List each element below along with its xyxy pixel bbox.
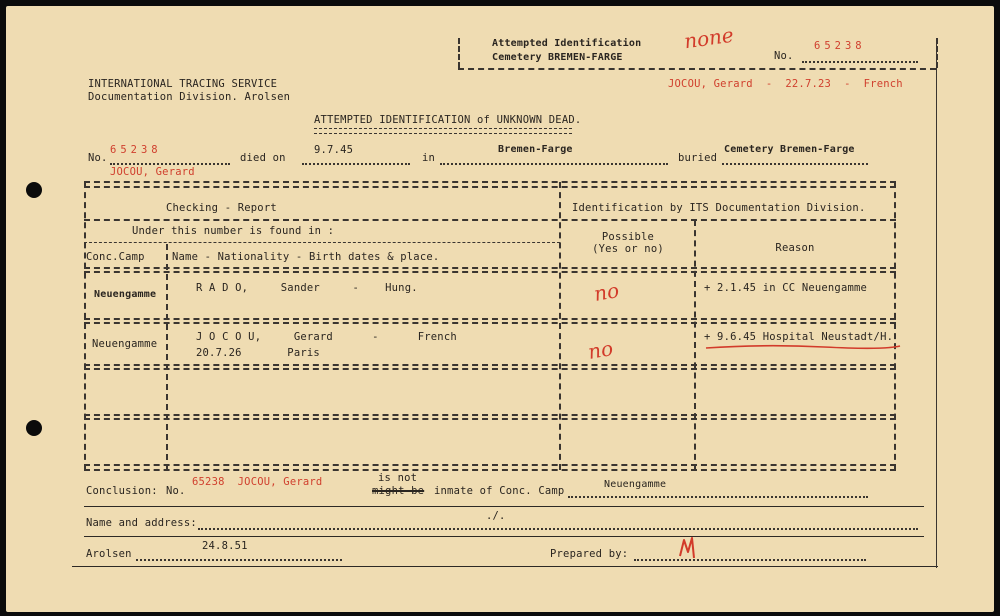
footer-date-dots	[136, 559, 342, 561]
name-address-label: Name and address:	[86, 517, 197, 529]
title-underline-1	[314, 128, 572, 129]
form-right-edge	[936, 42, 937, 568]
col-header-rule-2	[84, 271, 896, 273]
table-bottom-rule-1	[84, 464, 896, 466]
subheader-rule	[84, 242, 560, 243]
title-underline-2	[314, 133, 572, 134]
record-in-dots	[440, 163, 668, 165]
table-right-border	[894, 182, 896, 470]
org-line1: INTERNATIONAL TRACING SERVICE	[88, 78, 278, 90]
table-divider-camp	[166, 244, 168, 470]
record-name-below: JOCOU, Gerard	[110, 166, 195, 178]
index-card	[6, 6, 994, 612]
record-in-value: Bremen-Farge	[498, 144, 573, 155]
header-rule	[84, 219, 896, 221]
record-died-label: died on	[240, 152, 286, 164]
prepared-by-label: Prepared by:	[550, 548, 629, 560]
col-reason-header: Reason	[775, 242, 815, 254]
conclusion-no-label: No.	[166, 485, 186, 497]
record-no-label: No.	[88, 152, 108, 164]
stamp-line1: Attempted Identification	[492, 38, 642, 49]
conclusion-is-not: is not	[378, 472, 418, 484]
prepared-by-signature	[674, 532, 704, 562]
record-in-label: in	[422, 152, 436, 164]
col-camp-header: Conc.Camp	[86, 251, 145, 263]
table-top-border-1	[84, 181, 896, 183]
row1-bottom-rule	[84, 318, 896, 320]
row1-bottom-rule-2	[84, 322, 896, 324]
conclusion-inmate-text: inmate of Conc. Camp	[434, 485, 565, 497]
table-left-border	[84, 182, 86, 470]
conclusion-camp-dots	[568, 496, 868, 498]
record-no-value: 65238	[110, 144, 162, 156]
row3-bottom-rule-2	[84, 418, 896, 420]
row2-bottom-rule	[84, 364, 896, 366]
person-header: JOCOU, Gerard - 22.7.23 - French	[668, 78, 903, 90]
number-value: 65238	[814, 40, 866, 52]
footer-place: Arolsen	[86, 548, 132, 560]
table-bottom-rule-2	[84, 469, 896, 471]
table-top-border-2	[84, 186, 896, 188]
name-address-dots	[198, 528, 918, 530]
row2-reason-underline	[704, 342, 904, 352]
record-buried-label: buried	[678, 152, 718, 164]
row2-bottom-rule-2	[84, 368, 896, 370]
punch-hole-top	[26, 182, 42, 198]
conclusion-rule	[84, 506, 924, 507]
number-label: No.	[774, 50, 794, 62]
name-address-rule	[84, 536, 924, 537]
form-bottom-rule	[72, 566, 938, 567]
col-possible-header-2: (Yes or no)	[592, 243, 664, 255]
row2-reason: + 9.6.45 Hospital Neustadt/H.	[704, 331, 894, 343]
record-died-dots	[302, 163, 410, 165]
stamp-underline	[458, 68, 936, 70]
under-number-label: Under this number is found in :	[132, 225, 335, 237]
conclusion-might-be: might be	[372, 485, 425, 497]
punch-hole-bottom	[26, 420, 42, 436]
name-address-value: ./.	[486, 510, 506, 522]
prepared-by-dots	[634, 559, 866, 561]
identification-header: Identification by ITS Documentation Division.	[572, 202, 866, 214]
record-buried-dots	[722, 163, 868, 165]
conclusion-camp: Neuengamme	[604, 479, 667, 490]
row1-reason: + 2.1.45 in CC Neuengamme	[704, 282, 868, 294]
record-no-dots	[110, 163, 230, 165]
record-died-value: 9.7.45	[314, 144, 354, 156]
row1-possible: no	[592, 278, 621, 306]
table-divider-main	[559, 182, 561, 470]
stamp-line2: Cemetery BREMEN-FARGE	[492, 52, 623, 63]
number-dotline	[802, 61, 918, 63]
document-title: ATTEMPTED IDENTIFICATION of UNKNOWN DEAD.	[314, 114, 582, 126]
row2-camp: Neuengamme	[92, 338, 158, 350]
stamp-handwriting: none	[682, 22, 736, 54]
stamp-bracket	[458, 38, 460, 68]
col-possible-header-1: Possible	[601, 231, 655, 243]
org-line2: Documentation Division. Arolsen	[88, 91, 291, 103]
conclusion-label: Conclusion:	[86, 485, 158, 497]
row2-name-line1: J O C O U, Gerard - French	[196, 331, 457, 343]
row1-camp: Neuengamme	[94, 289, 157, 300]
col-name-header: Name - Nationality - Birth dates & place.	[172, 251, 440, 263]
row1-name: R A D O, Sander - Hung.	[196, 282, 418, 294]
footer-date: 24.8.51	[202, 540, 248, 552]
table-divider-possible	[694, 220, 696, 470]
row2-possible: no	[586, 336, 615, 364]
checking-header: Checking - Report	[166, 202, 277, 214]
row2-name-line2: 20.7.26 Paris	[196, 347, 320, 359]
conclusion-no-value: 65238 JOCOU, Gerard	[192, 476, 323, 488]
row3-bottom-rule	[84, 414, 896, 416]
record-buried-value: Cemetery Bremen-Farge	[724, 144, 855, 155]
col-header-rule-1	[84, 267, 896, 269]
